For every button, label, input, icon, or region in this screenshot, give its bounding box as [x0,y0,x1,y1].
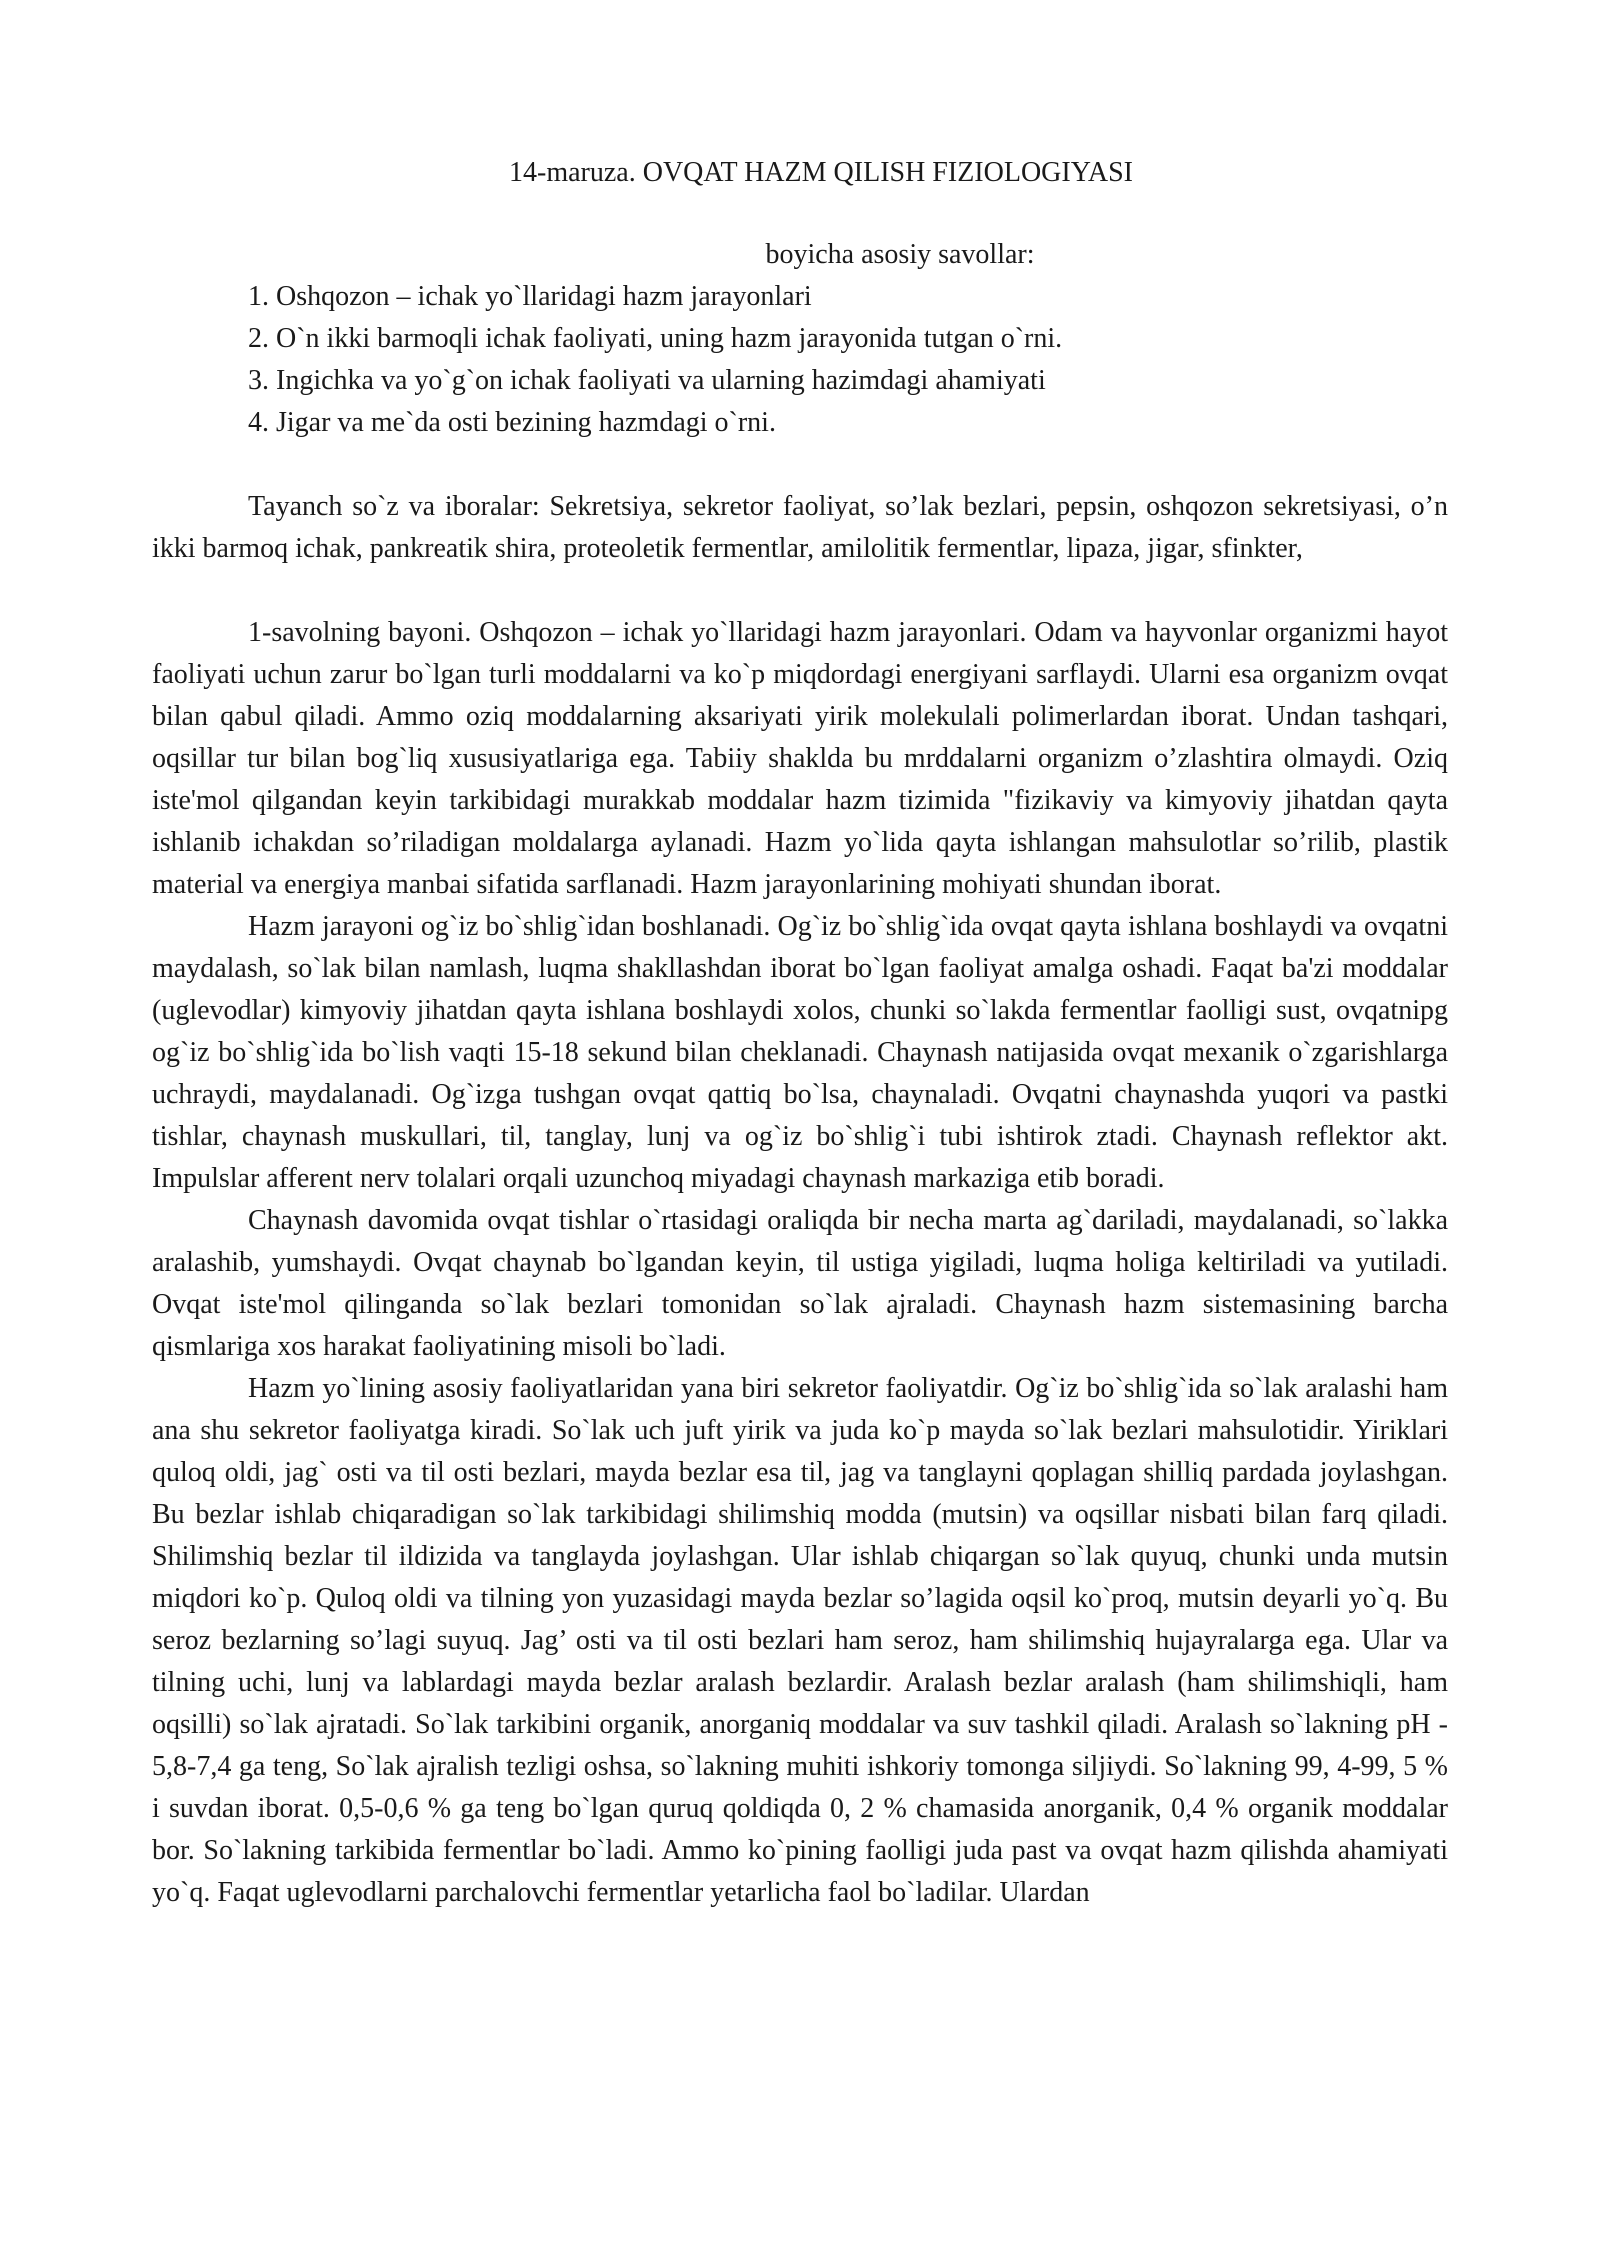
question-item: 1. Oshqozon – ichak yo`llaridagi hazm jarayonlari [248,281,812,312]
questions-list [152,276,1448,444]
body-paragraph: Hazm yo`lining asosiy faoliyatlaridan yana biri sekretor faoliyatdir. Og`iz bo`shlig`ida so`lak aralashi ham ana shu sekretor faoliyatga kiradi. So`lak uch juft yirik va juda ko`p mayda so`lak bezlari mahsulotidir. Yiriklari quloq oldi, jag` osti va til osti bezlari, mayda bezlar esa til, jag va tanglayni qoplagan shilliq pardada joylashgan. Bu bezlar ishlab chiqaradigan so`lak tarkibidagi shilimshiq modda (mutsin) va oqsillar nisbati bilan farq qiladi. Shilimshiq bezlar til ildizida va tanglayda joylashgan. Ular ishlab chiqargan so`lak quyuq, chunki unda mutsin miqdori ko`p. Quloq oldi va tilning yon yuzasidagi mayda bezlar so’lagida oqsil ko`proq, mutsin deyarli yo`q. Bu seroz bezlarning so’lagi suyuq. Jag’ osti va til osti bezlari ham seroz, ham shilimshiq hujayralarga ega. Ular va tilning uchi, lunj va lablardagi mayda bezlar aralash bezlardir. Aralash bezlar aralash (ham shilimshiqli, ham oqsilli) so`lak ajratadi. So`lak tarkibini organik, anorganiq moddalar va suv tashkil qiladi. Aralash so`lakning pH - 5,8-7,4 ga teng, So`lak ajralish tezligi oshsa, so`lakning muhiti ishkoriy tomonga siljiydi. So`lakning 99, 4-99, 5 % i suvdan iborat. 0,5-0,6 % ga teng bo`lgan quruq qoldiqda 0, 2 % chamasida anorganik, 0,4 % organik moddalar bor. So`lakning tarkibida fermentlar bo`ladi. Ammo ko`pining faolligi juda past va ovqat hazm qilishda ahamiyati yo`q. Faqat uglevodlarni parchalovchi fermentlar yetarlicha faol bo`ladilar. Ulardan [152,1373,1448,1908]
question-item: 2. O`n ikki barmoqli ichak faoliyati, uning hazm jarayonida tutgan o`rni. [248,323,1063,354]
body-paragraph: 1-savolning bayoni. Oshqozon – ichak yo`llaridagi hazm jarayonlari. Odam va hayvonlar organizmi hayot faoliyati uchun zarur bo`lgan turli moddalarni va ko`p miqdordagi energiyani sarflaydi. Ularni esa organizm ovqat bilan qabul qiladi. Ammo oziq moddalarning aksariyati yirik molekulali polimerlardan iborat. Undan tashqari, oqsillar tur bilan bog`liq xususiyatlariga ega. Tabiiy shaklda bu mrddalarni organizm o’zlashtira olmaydi. Oziq iste'mol qilgandan keyin tarkibidagi murakkab moddalar hazm tizimida "fizikaviy va kimyoviy jihatdan qayta ishlanib ichakdan so’riladigan moldalarga aylanadi. Hazm yo`lida qayta ishlangan mahsulotlar so’rilib, plastik material va energiya manbai sifatida sarflanadi. Hazm jarayonlarining mohiyati shundan iborat. [152,617,1448,900]
body-paragraph: Hazm jarayoni og`iz bo`shlig`idan boshlanadi. Og`iz bo`shlig`ida ovqat qayta ishlana boshlaydi va ovqatni maydalash, so`lak bilan namlash, luqma shakllashdan iborat bo`lgan faoliyat amalga oshadi. Faqat ba'zi moddalar (uglevodlar) kimyoviy jihatdan qayta ishlana boshlaydi xolos, chunki so`lakda fermentlar faolligi sust, ovqatnipg og`iz bo`shlig`ida bo`lish vaqti 15-18 sekund bilan cheklanadi. Chaynash natijasida ovqat mexanik o`zgarishlarga uchraydi, maydalanadi. Og`izga tushgan ovqat qattiq bo`lsa, chaynaladi. Ovqatni chaynashda yuqori va pastki tishlar, chaynash muskullari, til, tanglay, lunj va og`iz bo`shlig`i tubi ishtirok ztadi. Chaynash reflektor akt. Impulslar afferent nerv tolalari orqali uzunchoq miyadagi chaynash markaziga etib boradi. [152,911,1448,1194]
question-item: 3. Ingichka va yo`g`on ichak faoliyati va ularning hazimdagi ahamiyati [248,365,1046,396]
question-item: 4. Jigar va me`da osti bezining hazmdagi o`rni. [248,407,776,438]
keywords-paragraph: Tayanch so`z va iboralar: Sekretsiya, sekretor faoliyat, so’lak bezlari, pepsin, oshqozon sekretsiyasi, o’n ikki barmoq ichak, pankreatik shira, proteoletik fermentlar, amilolitik fermentlar, lipaza, jigar, sfinkter, [152,491,1448,564]
questions-heading: boyicha asosiy savollar: [765,239,1035,270]
body-paragraph: Chaynash davomida ovqat tishlar o`rtasidagi oraliqda bir necha marta ag`dariladi, maydalanadi, so`lakka aralashib, yumshaydi. Ovqat chaynab bo`lgandan keyin, til ustiga yigiladi, luqma holiga keltiriladi va yutiladi. Ovqat iste'mol qilinganda so`lak bezlari tomonidan so`lak ajraladi. Chaynash hazm sistemasining barcha qismlariga xos harakat faoliyatining misoli bo`ladi. [152,1205,1448,1362]
lecture-title: 14-maruza. OVQAT HAZM QILISH FIZIOLOGIYASI [509,157,1133,188]
